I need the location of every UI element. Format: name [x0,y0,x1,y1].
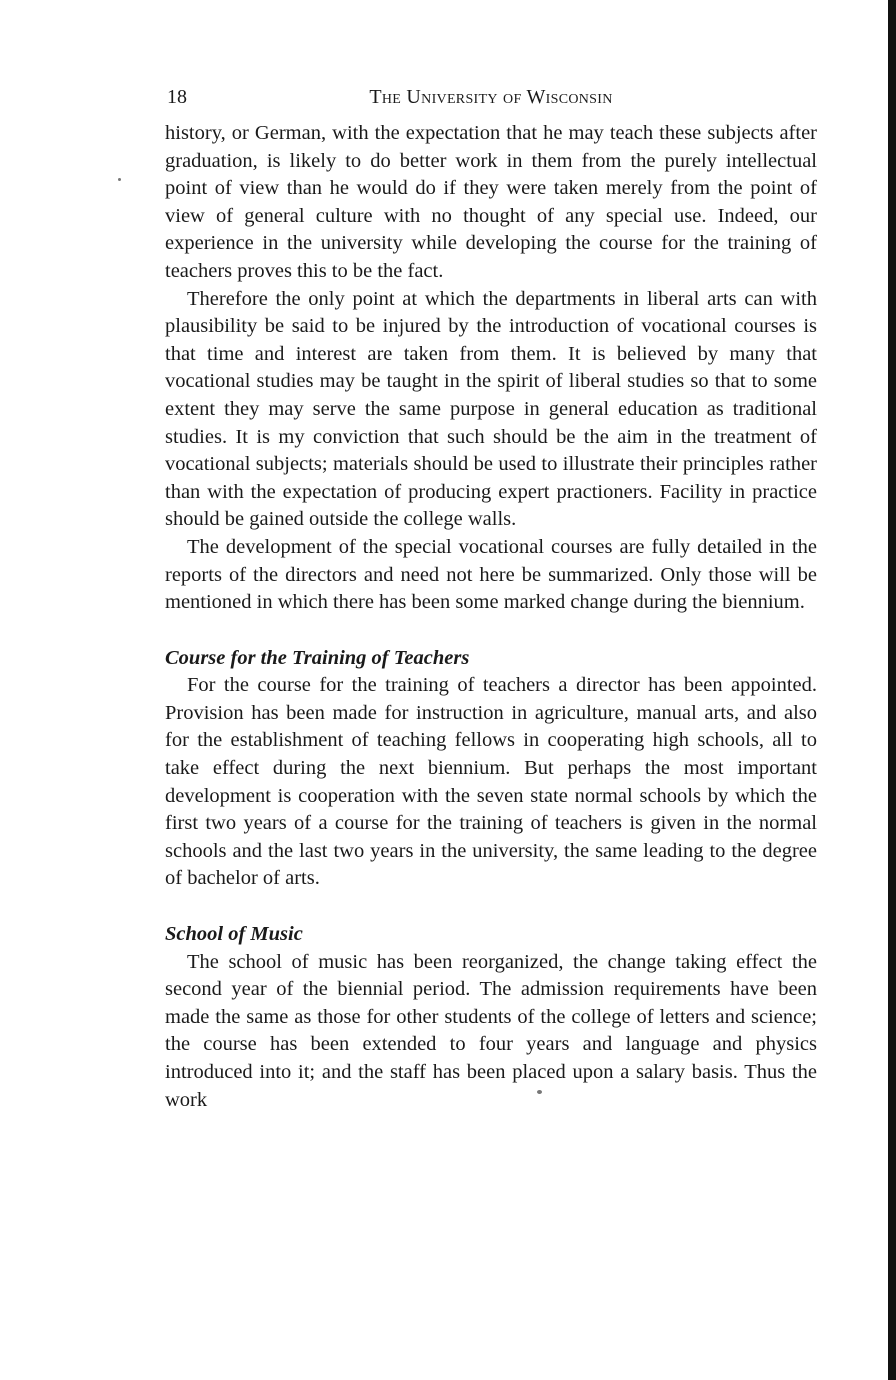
page-content [165,80,817,1114]
scan-page-edge [888,0,896,1380]
section-text-teachers: For the course for the training of teachers a director has been appointed. Provision has been made for instruction in agriculture, manual arts, and also for the establishment of teaching fellows in cooperating high schools, all to take effect during the next biennium. But perhaps the most important development is cooperation with the seven state normal schools by which the first two years of a course for the training of teachers is given in the normal schools and the last two years in the university, the same leading to the degree of bachelor of arts. [165,674,817,890]
running-head [165,80,817,120]
page-number: 18 [167,86,187,108]
paragraph-liberal-arts: Therefore the only point at which the departments in liberal arts can with plausibility be said to be injured by the introduction of vocational courses is that time and interest are taken from them. It is believed by many that vocational studies may be taught in the spirit of liberal studies so that to some extent they may serve the same purpose in general education as traditional studies. It is my conviction that such should be the aim in the treatment of vocational subjects; materials should be used to illustrate their principles rather than with the expectation of producing expert practioners. Facility in practice should be gained outside the college walls. [165,287,817,531]
section-heading-teachers: Course for the Training of Teachers [165,646,470,669]
paragraph-vocational-courses: The development of the special vocational courses are fully detailed in the reports of the directors and need not here be summarized. Only those will be mentioned in which there has been some marked change during the biennium. [165,535,817,614]
section-text-music: The school of music has been reorganized, the change taking effect the second year of the biennial period. The admission requirements have been made the same as those for other students of the college of letters and science; the course has been extended to four years and language and physics introduced into it; and the staff has been placed upon a salary basis. Thus the work [165,950,817,1111]
scan-speck [118,178,121,181]
paragraph-continuation: history, or German, with the expectation that he may teach these subjects after graduation, is likely to do better work in them from the purely intellectual point of view than he would do if they were taken merely from the point of view of general culture with no thought of any special use. Indeed, our experience in the university while developing the course for the training of teachers proves this to be the fact. [165,122,817,282]
section-heading-music: School of Music [165,923,303,946]
running-head-title: The University of Wisconsin [369,86,613,108]
